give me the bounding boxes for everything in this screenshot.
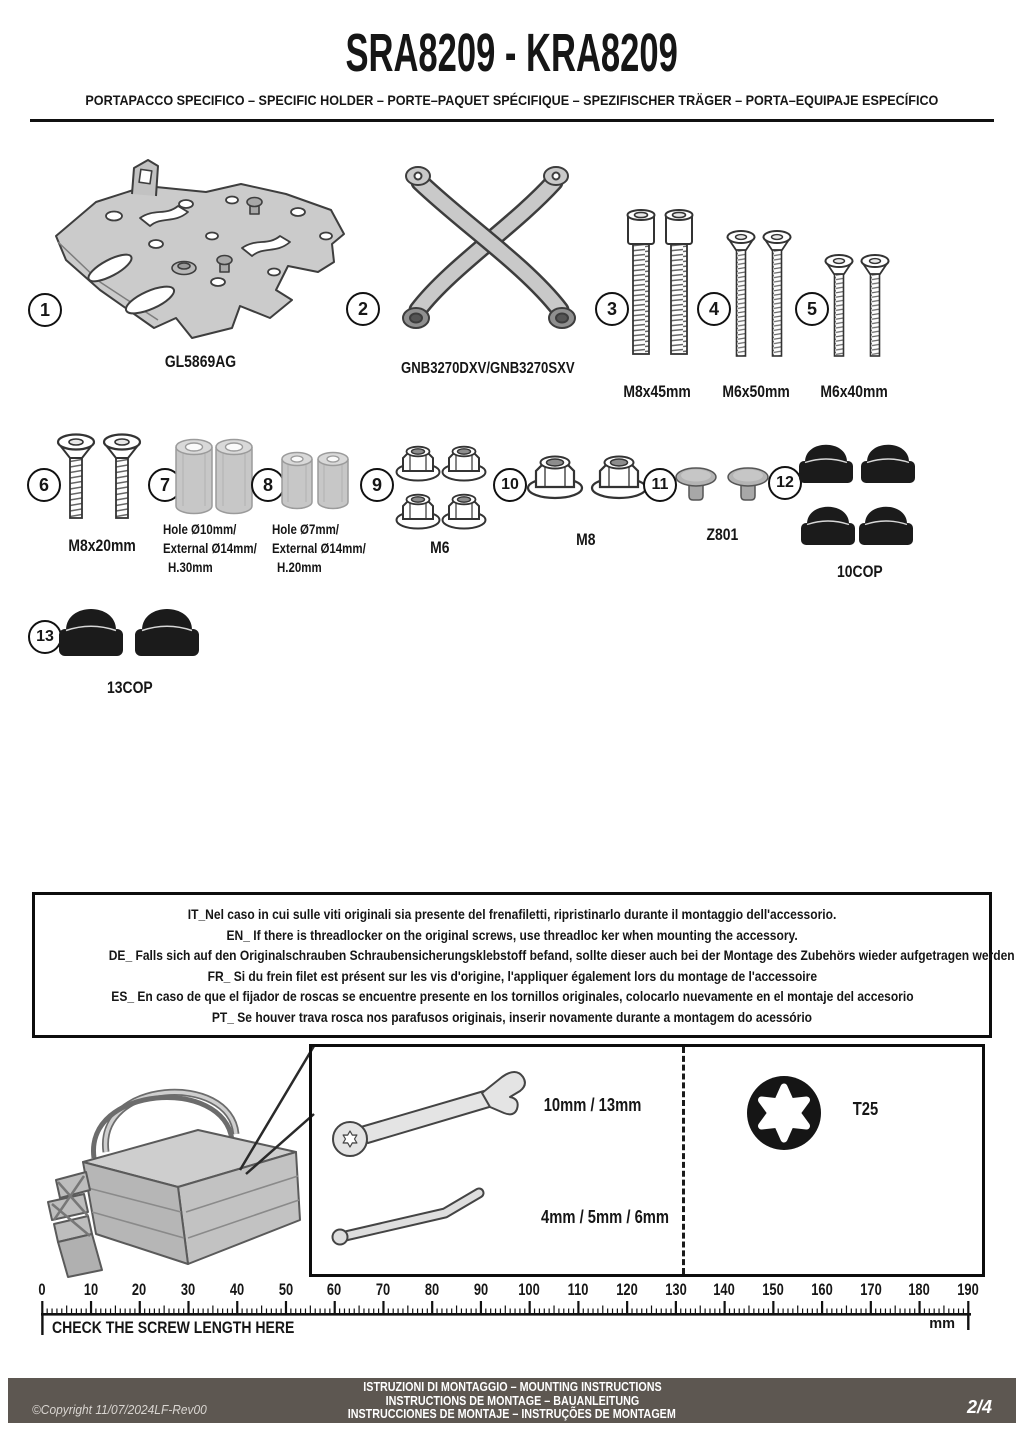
ruler-number: 170 bbox=[859, 1281, 882, 1299]
part-9-badge bbox=[360, 468, 394, 502]
ruler-number: 70 bbox=[375, 1281, 391, 1299]
part-9-label bbox=[395, 538, 485, 558]
spacers-large-illustration bbox=[175, 434, 253, 520]
part-3-label bbox=[598, 382, 716, 402]
part-9-number: 9 bbox=[371, 474, 382, 495]
part-5-label-text: M6x40mm bbox=[820, 382, 888, 401]
footer-copyright-text: ©Copyright 11/07/2024LF-Rev00 bbox=[32, 1402, 207, 1417]
toolbox-pointer-lines bbox=[168, 1042, 318, 1187]
footer-line-1-text: ISTRUZIONI DI MONTAGGIO – MOUNTING INSTRUCTIONS bbox=[362, 1380, 662, 1394]
ruler-number: 120 bbox=[616, 1281, 638, 1299]
note-line-it bbox=[35, 904, 989, 925]
header-divider bbox=[30, 119, 994, 122]
footer-line-2 bbox=[8, 1395, 1016, 1409]
ruler-caption bbox=[52, 1319, 337, 1338]
torx-icon bbox=[744, 1073, 824, 1153]
footer-line-2-text: INSTRUCTIONS DE MONTAGE – BAUANLEITUNG bbox=[385, 1393, 639, 1408]
part-12-number: 12 bbox=[776, 474, 794, 491]
ruler-number: 50 bbox=[278, 1281, 293, 1299]
m6-nuts-illustration bbox=[395, 440, 489, 534]
ruler-number: 160 bbox=[811, 1281, 833, 1299]
note-line-fr bbox=[35, 966, 989, 987]
page-title-text: SRA8209 - KRA8209 bbox=[345, 23, 679, 83]
part-11-number: 11 bbox=[651, 476, 669, 493]
support-arms-illustration bbox=[378, 156, 596, 358]
note-line-es bbox=[35, 986, 989, 1007]
note-line-it-text: IT_Nel caso in cui sulle viti originali sia presente del frenafiletti, ripristinarlo durante il montaggio dell'accessorio. bbox=[187, 906, 837, 922]
ruler-unit-label bbox=[885, 1316, 955, 1332]
flat-screws-m6x40-illustration bbox=[824, 250, 892, 364]
torx-size-label bbox=[850, 1099, 940, 1120]
ruler-unit-text: mm bbox=[929, 1316, 955, 1332]
part-7-label-line1: Hole Ø10mm/ bbox=[163, 522, 237, 537]
wrench-icon bbox=[324, 1065, 529, 1170]
note-line-en bbox=[35, 925, 989, 946]
page-title bbox=[0, 22, 1024, 84]
allen-key-icon bbox=[327, 1179, 507, 1249]
flat-screws-m6x50-illustration bbox=[726, 226, 794, 364]
required-tools-panel bbox=[309, 1044, 985, 1277]
part-7-number: 7 bbox=[159, 474, 170, 495]
ruler-number: 90 bbox=[473, 1281, 488, 1299]
z801-plugs-illustration bbox=[674, 466, 770, 506]
note-line-de-text: DE_ Falls sich auf den Originalschrauben Schraubensicherungsklebstoff befand, sollte dieser auch bei der Montage des Zubehörs wieder aufgetragen werden bbox=[108, 947, 1015, 963]
part-5-number: 5 bbox=[806, 298, 817, 319]
page-subtitle bbox=[0, 92, 1024, 108]
part-12-badge bbox=[768, 466, 802, 500]
part-8-label bbox=[272, 520, 382, 577]
part-1-label bbox=[60, 352, 340, 372]
part-11-badge bbox=[643, 468, 677, 502]
ruler-number: 130 bbox=[664, 1281, 687, 1299]
part-3-badge bbox=[595, 292, 629, 326]
part-12-label bbox=[800, 562, 920, 582]
flat-screws-m8x20-illustration bbox=[56, 430, 150, 524]
part-10-number: 10 bbox=[501, 476, 519, 493]
footer-page-number bbox=[967, 1397, 992, 1418]
note-line-de bbox=[35, 945, 1015, 966]
part-2-number: 2 bbox=[357, 298, 368, 319]
torx-size-text: T25 bbox=[852, 1099, 879, 1119]
cover-caps-13cop-illustration bbox=[58, 596, 204, 668]
ruler-number: 0 bbox=[38, 1281, 46, 1299]
part-10-label bbox=[528, 530, 643, 550]
part-10-label-text: M8 bbox=[575, 530, 596, 549]
ruler-caption-text: CHECK THE SCREW LENGTH HERE bbox=[52, 1319, 295, 1337]
part-2-badge bbox=[346, 292, 380, 326]
part-6-label-text: M8x20mm bbox=[68, 536, 137, 555]
part-9-label-text: M6 bbox=[430, 538, 450, 557]
part-4-number: 4 bbox=[708, 298, 719, 319]
part-7-label-line2: External Ø14mm/ bbox=[163, 541, 257, 556]
part-2-label bbox=[355, 360, 620, 378]
note-line-fr-text: FR_ Si du frein filet est présent sur les vis d'origine, l'appliquer également lors du montage de l'accessoire bbox=[207, 967, 817, 984]
m8-nuts-illustration bbox=[526, 450, 648, 502]
ruler-number: 40 bbox=[229, 1281, 245, 1299]
part-10-badge bbox=[493, 468, 527, 502]
ruler-number: 10 bbox=[83, 1281, 98, 1299]
wrench-size-label bbox=[500, 1095, 685, 1116]
note-line-pt-text: PT_ Se houver trava rosca nos parafusos originais, inserir novamente durante a montagem do acessório bbox=[211, 1008, 813, 1025]
note-line-en-text: EN_ If there is threadlocker on the original screws, use threadloc ker when mounting the accessory. bbox=[226, 926, 798, 943]
part-1-number: 1 bbox=[39, 299, 50, 320]
part-12-label-text: 10COP bbox=[837, 562, 883, 581]
part-3-number: 3 bbox=[606, 298, 617, 319]
ruler-number: 150 bbox=[762, 1281, 784, 1299]
part-7-label-line3: H.30mm bbox=[168, 560, 213, 575]
part-4-label bbox=[700, 382, 812, 402]
page-subtitle-text: PORTAPACCO SPECIFICO – SPECIFIC HOLDER – PORTE–PAQUET SPÉCIFIQUE – SPEZIFISCHER TRÄGER – PORTA–EQUIPAJE ESPECÍFICO bbox=[85, 92, 939, 108]
footer-line-3 bbox=[8, 1408, 1016, 1422]
part-13-badge bbox=[28, 620, 62, 654]
threadlocker-note-box bbox=[32, 892, 1015, 1038]
footer-instructions bbox=[8, 1381, 1016, 1422]
ruler-number: 60 bbox=[327, 1281, 342, 1299]
part-6-number: 6 bbox=[38, 474, 49, 495]
part-8-label-line1: Hole Ø7mm/ bbox=[272, 522, 339, 537]
part-13-label bbox=[65, 678, 195, 698]
note-line-pt bbox=[35, 1007, 989, 1028]
ruler-number: 100 bbox=[518, 1281, 541, 1299]
note-line-es-text: ES_ En caso de que el fijador de roscas se encuentre presente en los tornillos originales, colocarlo nuevamente en el montaje del accesorio bbox=[110, 988, 914, 1004]
part-13-number: 13 bbox=[36, 628, 54, 645]
footer-bar bbox=[8, 1378, 1016, 1423]
socket-screws-illustration bbox=[625, 208, 697, 360]
ruler-number: 140 bbox=[713, 1281, 736, 1299]
part-6-label bbox=[40, 536, 165, 556]
spacers-small-illustration bbox=[281, 448, 351, 514]
part-8-badge bbox=[251, 468, 285, 502]
allen-size-label bbox=[500, 1207, 710, 1228]
cover-caps-10cop-illustration bbox=[798, 434, 920, 550]
ruler-number: 190 bbox=[957, 1281, 979, 1299]
part-2-label-text: GNB3270DXV/GNB3270SXV bbox=[400, 360, 575, 377]
tools-divider bbox=[682, 1047, 685, 1274]
wrench-size-text: 10mm / 13mm bbox=[543, 1095, 642, 1115]
footer-line-1 bbox=[8, 1381, 1016, 1395]
part-5-label bbox=[798, 382, 910, 402]
ruler-number: 30 bbox=[181, 1281, 196, 1299]
ruler-scale-numbers bbox=[38, 1281, 979, 1299]
part-8-number: 8 bbox=[262, 474, 273, 495]
ruler-number: 110 bbox=[567, 1281, 589, 1299]
part-3-label-text: M8x45mm bbox=[623, 382, 691, 401]
part-11-label-text: Z801 bbox=[706, 525, 738, 544]
ruler-number: 80 bbox=[424, 1281, 440, 1299]
part-8-label-line3: H.20mm bbox=[277, 560, 322, 575]
part-1-label-text: GL5869AG bbox=[164, 352, 236, 371]
part-7-label bbox=[163, 520, 273, 577]
footer-page-number-text: 2/4 bbox=[966, 1397, 992, 1417]
ruler-number: 20 bbox=[132, 1281, 147, 1299]
ruler-number: 180 bbox=[908, 1281, 930, 1299]
part-8-label-line2: External Ø14mm/ bbox=[272, 541, 366, 556]
rack-plate-illustration bbox=[36, 150, 358, 348]
allen-size-text: 4mm / 5mm / 6mm bbox=[541, 1207, 669, 1227]
part-11-label bbox=[676, 525, 768, 545]
part-4-label-text: M6x50mm bbox=[722, 382, 790, 401]
footer-line-3-text: INSTRUCCIONES DE MONTAJE – INSTRUÇÕES DE MONTAGEM bbox=[347, 1407, 677, 1421]
part-13-label-text: 13COP bbox=[107, 678, 153, 697]
